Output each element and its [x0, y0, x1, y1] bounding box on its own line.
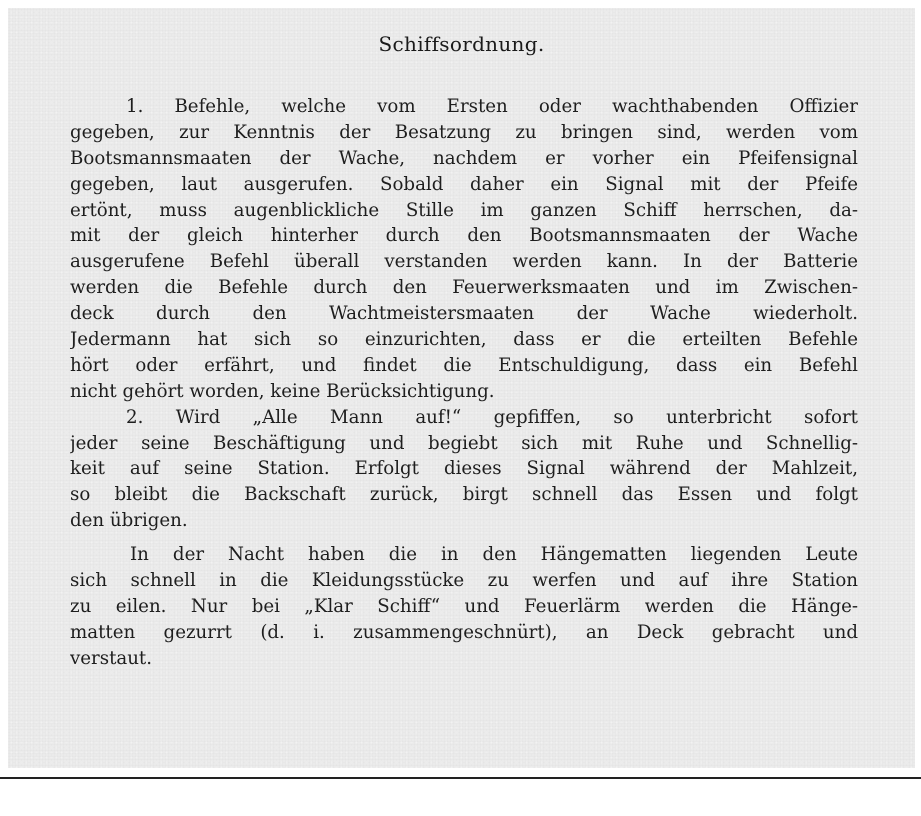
text-line: keit auf seine Station. Erfolgt dieses Signal während der Mahlzeit,	[70, 458, 858, 480]
text-line: Jedermann hat sich so einzurichten, dass er die erteilten Befehle	[70, 329, 858, 351]
text-line: 2. Wird „Alle Mann auf!“ gepfiffen, so unterbricht sofort	[126, 406, 858, 428]
text-line: werden die Befehle durch den Feuerwerksmaaten und im Zwischen-	[70, 277, 858, 299]
text-line: den übrigen.	[70, 510, 188, 532]
text-line: gegeben, zur Kenntnis der Besatzung zu bringen sind, werden vom	[70, 121, 858, 143]
text-line: In der Nacht haben die in den Hängematten liegenden Leute	[130, 544, 858, 566]
text-line: sich schnell in die Kleidungsstücke zu werfen und auf ihre Station	[70, 570, 858, 592]
text-line: gegeben, laut ausgerufen. Sobald daher ein Signal mit der Pfeife	[70, 173, 858, 195]
text-line: zu eilen. Nur bei „Klar Schiff“ und Feuerlärm werden die Hänge-	[70, 595, 858, 617]
page-title: Schiffsordnung.	[378, 32, 545, 56]
horizontal-rule	[0, 777, 921, 779]
text-line: 1. Befehle, welche vom Ersten oder wachthabenden Offizier	[126, 96, 858, 117]
text-line: mit der gleich hinterher durch den Bootsmannsmaaten der Wache	[70, 225, 858, 247]
text-line: so bleibt die Backschaft zurück, birgt schnell das Essen und folgt	[70, 484, 858, 506]
text-line: ausgerufene Befehl überall verstanden werden kann. In der Batterie	[70, 251, 858, 273]
text-line: deck durch den Wachtmeistersmaaten der Wache wiederholt.	[70, 303, 858, 325]
text-line: matten gezurrt (d. i. zusammengeschnürt), an Deck gebracht und	[70, 621, 858, 643]
text-line: jeder seine Beschäftigung und begiebt sich mit Ruhe und Schnellig-	[70, 432, 858, 454]
text-line: verstaut.	[70, 647, 153, 669]
text-line: Bootsmannsmaaten der Wache, nachdem er vorher ein Pfeifensignal	[70, 147, 858, 169]
text-line: hört oder erfährt, und findet die Entschuldigung, dass ein Befehl	[70, 354, 858, 376]
scanned-page	[8, 8, 915, 768]
body-text	[70, 94, 858, 672]
text-line: nicht gehört worden, keine Berücksichtigung.	[70, 380, 495, 402]
text-line: ertönt, muss augenblickliche Stille im ganzen Schiff herrschen, da-	[70, 199, 858, 221]
